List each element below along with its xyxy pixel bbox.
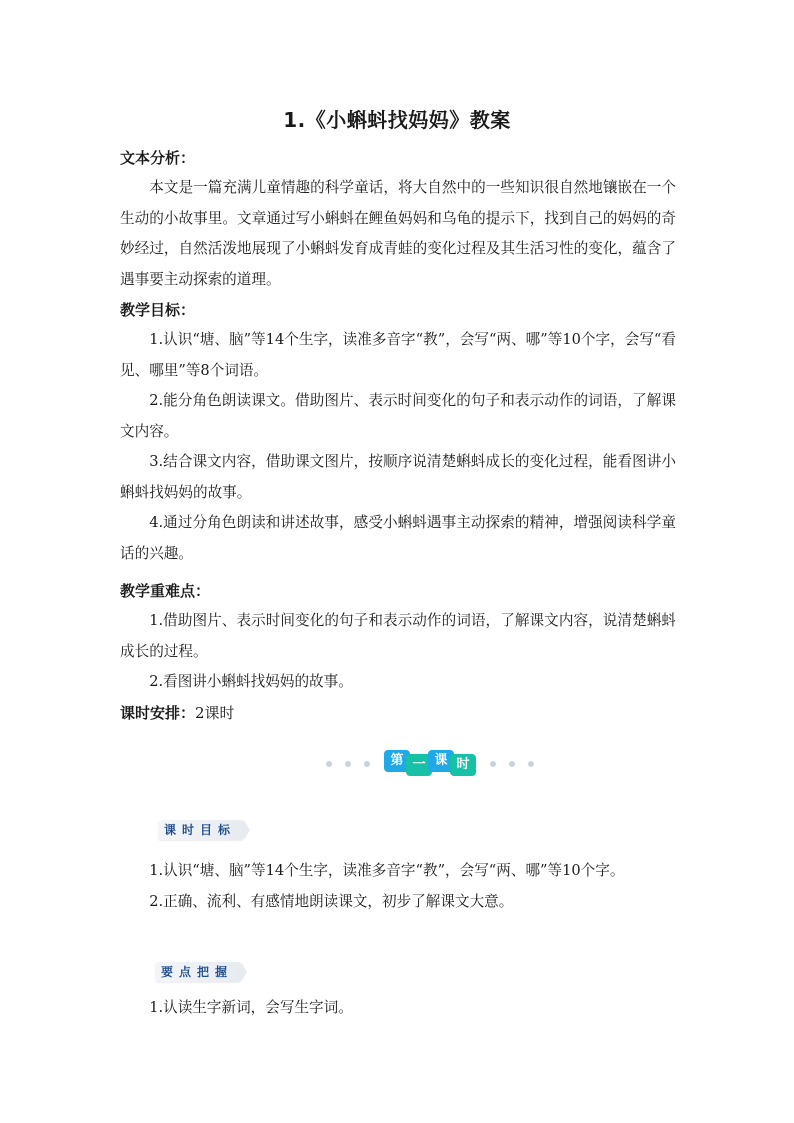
lesson-goals-tag: 课时目标 bbox=[158, 820, 244, 840]
schedule-heading: 课时安排： bbox=[120, 703, 196, 722]
teaching-goals-section bbox=[120, 295, 676, 569]
focus-tag: 要点把握 bbox=[155, 962, 241, 982]
lesson-goal-item: 2.正确、流利、有感情地朗读课文，初步了解课文大意。 bbox=[149, 892, 514, 910]
text-analysis-heading: 文本分析： bbox=[120, 149, 196, 167]
key-point-item: 2.看图讲小蝌蚪找妈妈的故事。 bbox=[149, 673, 353, 690]
key-points-section bbox=[120, 576, 676, 728]
text-analysis-section bbox=[120, 143, 676, 295]
text-analysis-body: 本文是一篇充满儿童情趣的科学童话，将大自然中的一些知识很自然地镶嵌在一个生动的小故事里。文章通过写小蝌蚪在鲤鱼妈妈和乌龟的提示下，找到自己的妈妈的奇妙经过，自然活泼地展现了小蝌蚪发育成青蛙的变化过程及其生活习性的变化，蕴含了遇事要主动探索的道理。 bbox=[120, 179, 676, 288]
focus-item: 1.认读生字新词，会写生字词。 bbox=[149, 999, 353, 1016]
banner-dot bbox=[326, 761, 332, 767]
banner-char: 课 bbox=[428, 750, 454, 772]
lesson-goal-item: 1.认识“塘、脑”等14个生字，读准多音字“教”，会写“两、哪”等10个字。 bbox=[149, 862, 625, 879]
schedule-value: 2课时 bbox=[195, 703, 235, 722]
teaching-goals-heading: 教学目标： bbox=[120, 301, 196, 319]
banner-dot bbox=[490, 761, 496, 767]
banner-dot bbox=[364, 761, 370, 767]
banner-dot bbox=[345, 761, 351, 767]
key-point-item: 1.借助图片、表示时间变化的句子和表示动作的词语，了解课文内容，说清楚蝌蚪成长的过程。 bbox=[120, 612, 676, 660]
lesson-goals-section bbox=[120, 856, 676, 917]
banner-char: 一 bbox=[406, 754, 432, 776]
goal-item: 4.通过分角色朗读和讲述故事，感受小蝌蚪遇事主动探索的精神，增强阅读科学童话的兴趣。 bbox=[120, 514, 676, 562]
banner-dot bbox=[528, 761, 534, 767]
schedule-line bbox=[120, 698, 676, 728]
goal-item: 3.结合课文内容，借助课文图片，按顺序说清楚蝌蚪成长的变化过程，能看图讲小蝌蚪找妈妈的故事。 bbox=[120, 453, 676, 501]
banner-char: 时 bbox=[450, 754, 476, 776]
banner-dot bbox=[509, 761, 515, 767]
page-title: 1.《小蝌蚪找妈妈》教案 bbox=[283, 108, 511, 132]
key-points-heading: 教学重难点： bbox=[120, 582, 211, 600]
focus-section bbox=[120, 993, 676, 1024]
goal-item: 2.能分角色朗读课文。借助图片、表示时间变化的句子和表示动作的词语，了解课文内容。 bbox=[120, 392, 676, 440]
banner-char: 第 bbox=[384, 750, 410, 772]
goal-item: 1.认识“塘、脑”等14个生字，读准多音字“教”，会写“两、哪”等10个字，会写“看见、哪里”等8个词语。 bbox=[120, 331, 676, 379]
lesson-banner bbox=[0, 748, 794, 778]
